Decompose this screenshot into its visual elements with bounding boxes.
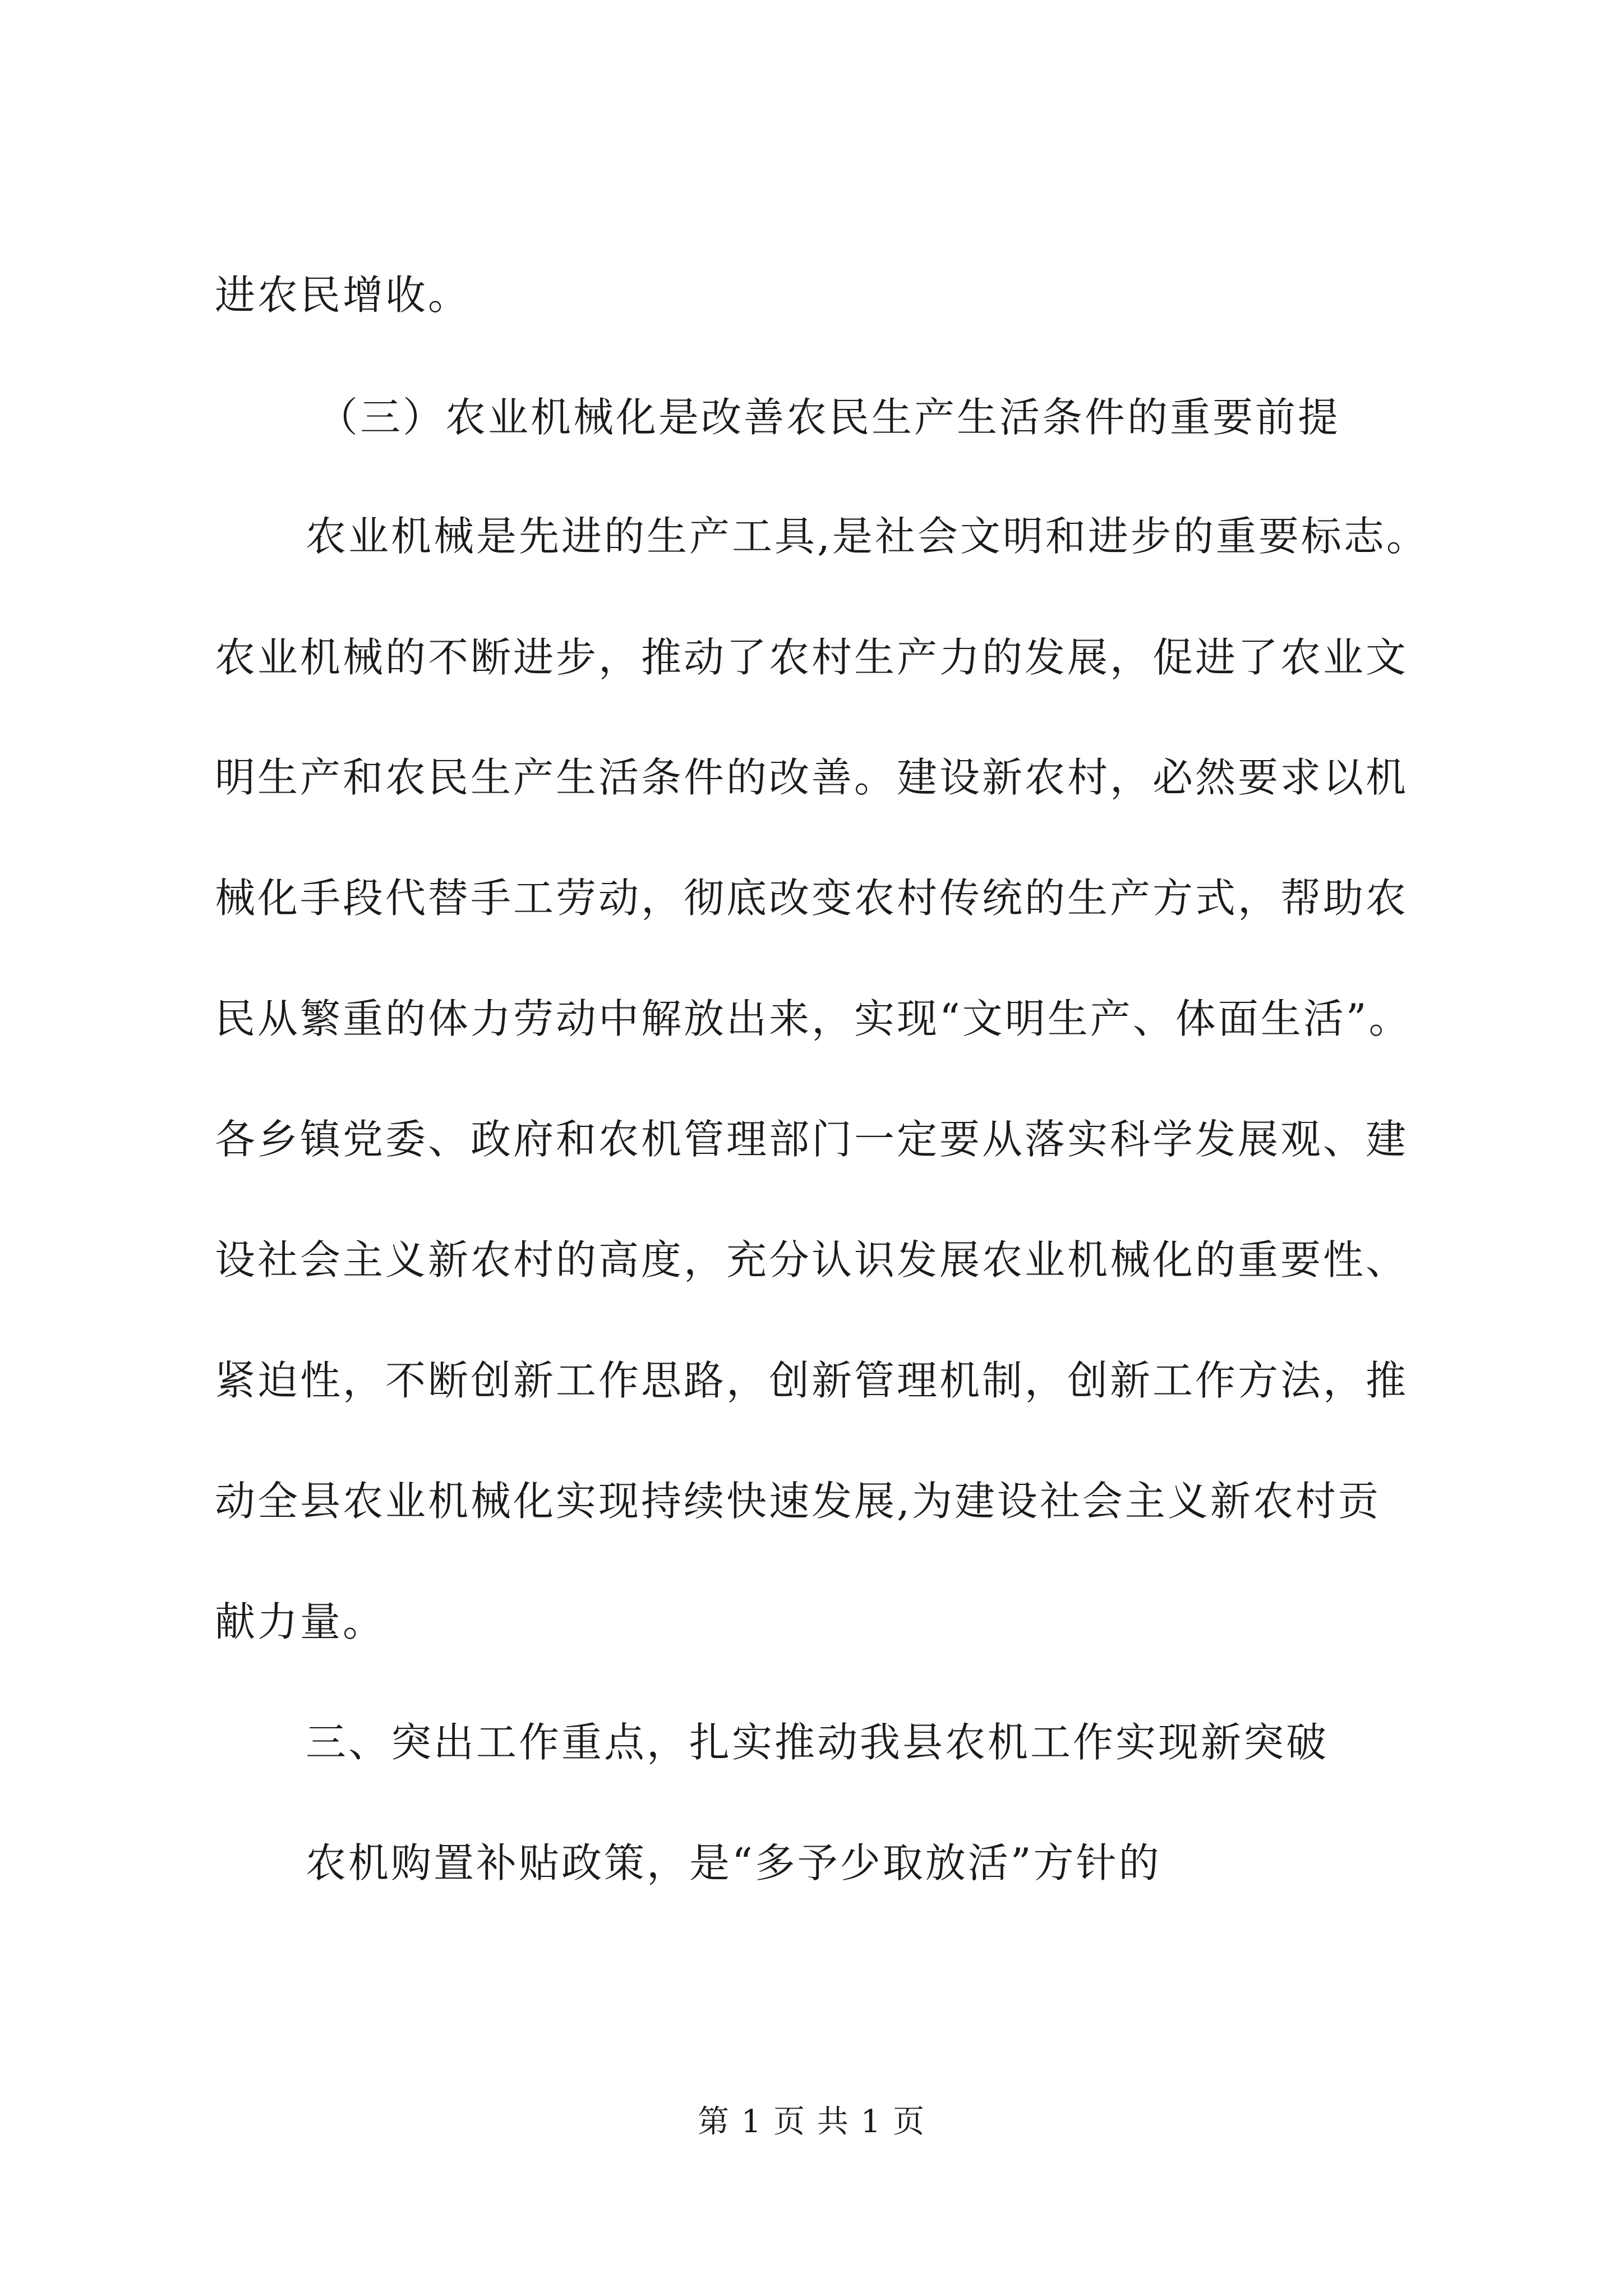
body-line-7: 民从繁重的体力劳动中解放出来，实现“文明生产、体面生活”。	[215, 995, 1412, 1042]
body-line-3: 农业机械是先进的生产工具,是社会文明和进步的重要标志。	[306, 513, 1429, 560]
body-line-9: 设社会主义新农村的高度，充分认识发展农业机械化的重要性、	[215, 1236, 1409, 1283]
body-line-14: 农机购置补贴政策，是“多予少取放活”方针的	[306, 1839, 1161, 1887]
body-line-5: 明生产和农民生产生活条件的改善。建设新农村，必然要求以机	[215, 754, 1409, 801]
body-line-8: 各乡镇党委、政府和农机管理部门一定要从落实科学发展观、建	[215, 1116, 1409, 1163]
section-heading-3: （三）农业机械化是改善农民生产生活条件的重要前提	[317, 394, 1341, 441]
body-line-10: 紧迫性，不断创新工作思路，创新管理机制，创新工作方法，推	[215, 1357, 1409, 1404]
body-line-6: 械化手段代替手工劳动，彻底改变农村传统的生产方式，帮助农	[215, 875, 1409, 922]
page-footer: 第 1 页 共 1 页	[697, 2104, 926, 2140]
section-heading-4: 三、突出工作重点，扎实推动我县农机工作实现新突破	[306, 1719, 1329, 1766]
body-line-4: 农业机械的不断进步，推动了农村生产力的发展，促进了农业文	[215, 634, 1409, 681]
body-line-12: 献力量。	[215, 1598, 386, 1645]
body-line-1: 进农民增收。	[215, 272, 471, 319]
body-line-11: 动全县农业机械化实现持续快速发展,为建设社会主义新农村贡	[215, 1478, 1381, 1525]
